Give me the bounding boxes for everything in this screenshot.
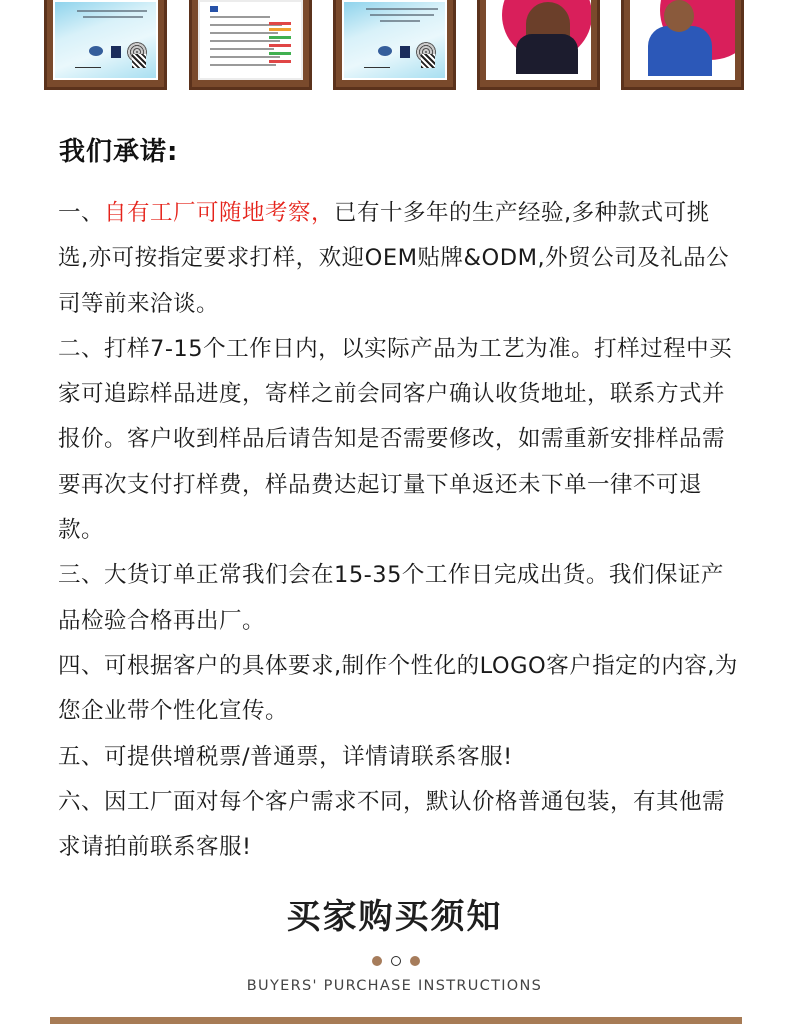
- certificate-frame-2: [189, 0, 312, 90]
- dot-icon: [410, 956, 420, 966]
- certificate-gallery: [0, 0, 789, 92]
- photo-frame-1: [477, 0, 600, 90]
- commitment-body: [58, 191, 738, 870]
- decorative-dots: [372, 955, 420, 967]
- worker-photo-icon: [486, 0, 591, 80]
- section-divider-bar: [50, 1017, 742, 1024]
- certificate-icon: [198, 0, 303, 80]
- item-1-text: 已有十多年的生产经验,多种款式可挑选,亦可按指定要求打样，欢迎OEM贴牌&ODM,外贸公司及礼品公司等前来洽谈。: [58, 200, 730, 317]
- commitment-item-3: 三、大货订单正常我们会在15-35个工作日完成出货。我们保证产品检验合格再出厂。: [58, 562, 724, 634]
- worker-photo-icon: [630, 0, 735, 80]
- photo-frame-2: [621, 0, 744, 90]
- buyers-notice-subtitle: BUYERS' PURCHASE INSTRUCTIONS: [246, 978, 543, 994]
- certificate-icon: [53, 0, 158, 80]
- commitment-item-6: 六、因工厂面对每个客户需求不同，默认价格普通包装，有其他需求请拍前联系客服!: [58, 788, 726, 861]
- commitment-item-4: 四、可根据客户的具体要求,制作个性化的LOGO客户指定的内容,为您企业带个性化宣传。: [58, 652, 738, 725]
- item-1-prefix: 一、: [58, 200, 105, 226]
- commitment-item-2: 二、打样7-15个工作日内，以实际产品为工艺为准。打样过程中买家可追踪样品进度，寄样之前会同客户确认收货地址，联系方式并报价。客户收到样品后请告知是否需要修改，如需重新安排样品需要再次支付打样费，样品费达起订量下单返还未下单一律不可退款。: [58, 335, 733, 544]
- buyers-notice-title: 买家购买须知: [286, 897, 503, 937]
- certificate-frame-1: [44, 0, 167, 90]
- commitment-item-1: [58, 191, 738, 327]
- commitment-item-5: 五、可提供增税票/普通票，详情请联系客服!: [58, 743, 513, 770]
- certificate-frame-3: [333, 0, 456, 90]
- dot-icon: [372, 956, 382, 966]
- factory-inspection-highlight: 自有工厂可随地考察，: [104, 200, 335, 226]
- commitment-title: 我们承诺:: [59, 137, 179, 167]
- dot-outline-icon: [391, 956, 401, 966]
- certificate-icon: [342, 0, 447, 80]
